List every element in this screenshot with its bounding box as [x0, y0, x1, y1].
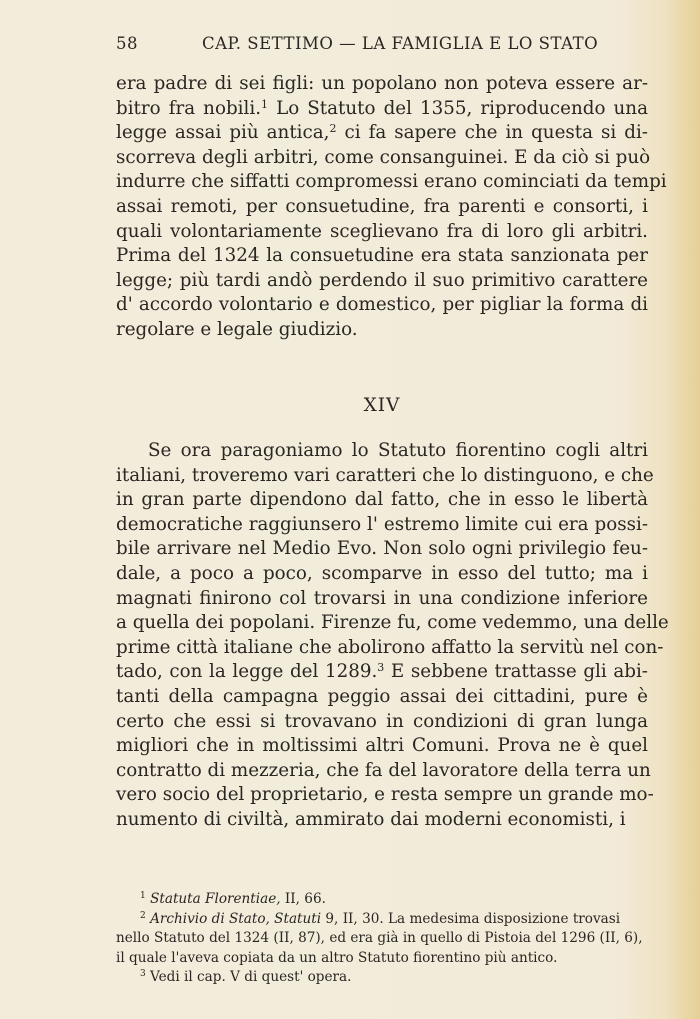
text-line: prime città italiane che abolirono affatto la servitù nel con-: [116, 636, 664, 658]
text-line: regolare e legale giudizio.: [116, 318, 358, 340]
footnote-3-mark: 3: [140, 969, 146, 980]
footnote-1-ref: II, 66.: [280, 891, 326, 907]
text-line: democratiche raggiunsero l' estremo limite cui era possi-: [116, 513, 648, 535]
text-line: dale, a poco a poco, scomparve in esso del tutto; ma i: [116, 562, 648, 584]
text-line: indurre che siffatti compromessi erano cominciati da tempi: [116, 171, 667, 193]
text-line: bile arrivare nel Medio Evo. Non solo ogni privilegio feu-: [116, 538, 648, 560]
text-line: legge; più tardi andò perdendo il suo primitivo carattere: [116, 269, 648, 291]
text-line: Se ora paragoniamo lo Statuto fiorentino cogli altri: [148, 440, 648, 461]
footnote-1-mark: 1: [140, 891, 146, 901]
text-line: certo che essi si trovavano in condizioni di gran lunga: [116, 710, 648, 732]
footnote-1: [116, 890, 648, 910]
text-line: migliori che in moltissimi altri Comuni. Prova ne è quel: [116, 735, 648, 757]
footnote-2-source: Archivio di Stato, Statuti: [150, 910, 322, 927]
footnote-2-line-2: nello Statuto del 1324 (II, 87), ed era già in quello di Pistoia del 1296 (II, 6),: [116, 930, 643, 947]
text-line: era padre di sei figli: un popolano non poteva essere ar-: [116, 73, 648, 94]
text-line: d' accordo volontario e domestico, per pigliar la forma di: [116, 294, 648, 316]
text-line: legge assai più antica,$^2$ ci fa sapere che in questa si di-: [116, 122, 648, 144]
footnote-ref: 3: [377, 661, 385, 675]
text-line: magnati finirono col trovarsi in una condizione inferiore: [116, 587, 648, 609]
footnote-ref: 1: [261, 97, 269, 111]
footnote-ref: 2: [329, 122, 337, 136]
paragraph-2: [116, 439, 669, 833]
text-line: scorreva degli arbitri, come consanguinei. E da ciò si può: [116, 146, 651, 168]
text-line: bitro fra nobili.$^1$ Lo Statuto del 1355, riproducendo una: [116, 97, 648, 119]
page-number: 58: [116, 34, 138, 53]
footnote-2-line-3: il quale l'aveva copiata da un altro Statuto fiorentino più antico.: [116, 949, 558, 966]
text-line: tanti della campagna peggio assai dei cittadini, pure è: [116, 685, 648, 707]
text-line: italiani, troveremo vari caratteri che lo distinguono, e che: [116, 464, 654, 486]
text-line: vero socio del proprietario, e resta sempre un grande mo-: [116, 784, 654, 806]
text-line: Prima del 1324 la consuetudine era stata sanzionata per: [116, 245, 648, 267]
footnotes: [116, 890, 648, 988]
footnote-3-text: Vedi il cap. V di quest' opera.: [145, 969, 352, 986]
text-line: a quella dei popolani. Firenze fu, come vedemmo, una delle: [116, 612, 669, 634]
footnote-2-mark: 2: [140, 910, 146, 921]
running-title: CAP. SETTIMO — LA FAMIGLIA E LO STATO: [202, 34, 599, 53]
text-line: in gran parte dipendono dal fatto, che in esso le libertà: [116, 489, 648, 511]
text-line: quali volontariamente sceglievano fra di loro gli arbitri.: [116, 220, 648, 242]
footnote-3: [116, 968, 648, 988]
paragraph-1: [116, 72, 667, 343]
section-heading: XIV: [363, 395, 401, 416]
text-line: contratto di mezzeria, che fa del lavoratore della terra un: [116, 759, 651, 781]
footnote-2: [116, 910, 648, 930]
footnote-1-source: Statuta Florentiae,: [150, 891, 281, 907]
text-line: tado, con la legge del 1289.$^3$ E sebbene trattasse gli abi-: [116, 661, 648, 683]
text-line: assai remoti, per consuetudine, fra parenti e consorti, i: [116, 195, 648, 217]
footnote-2-text: 9, II, 30. La medesima disposizione trovasi: [321, 910, 621, 927]
text-line: numento di civiltà, ammirato dai moderni economisti, i: [116, 808, 626, 830]
